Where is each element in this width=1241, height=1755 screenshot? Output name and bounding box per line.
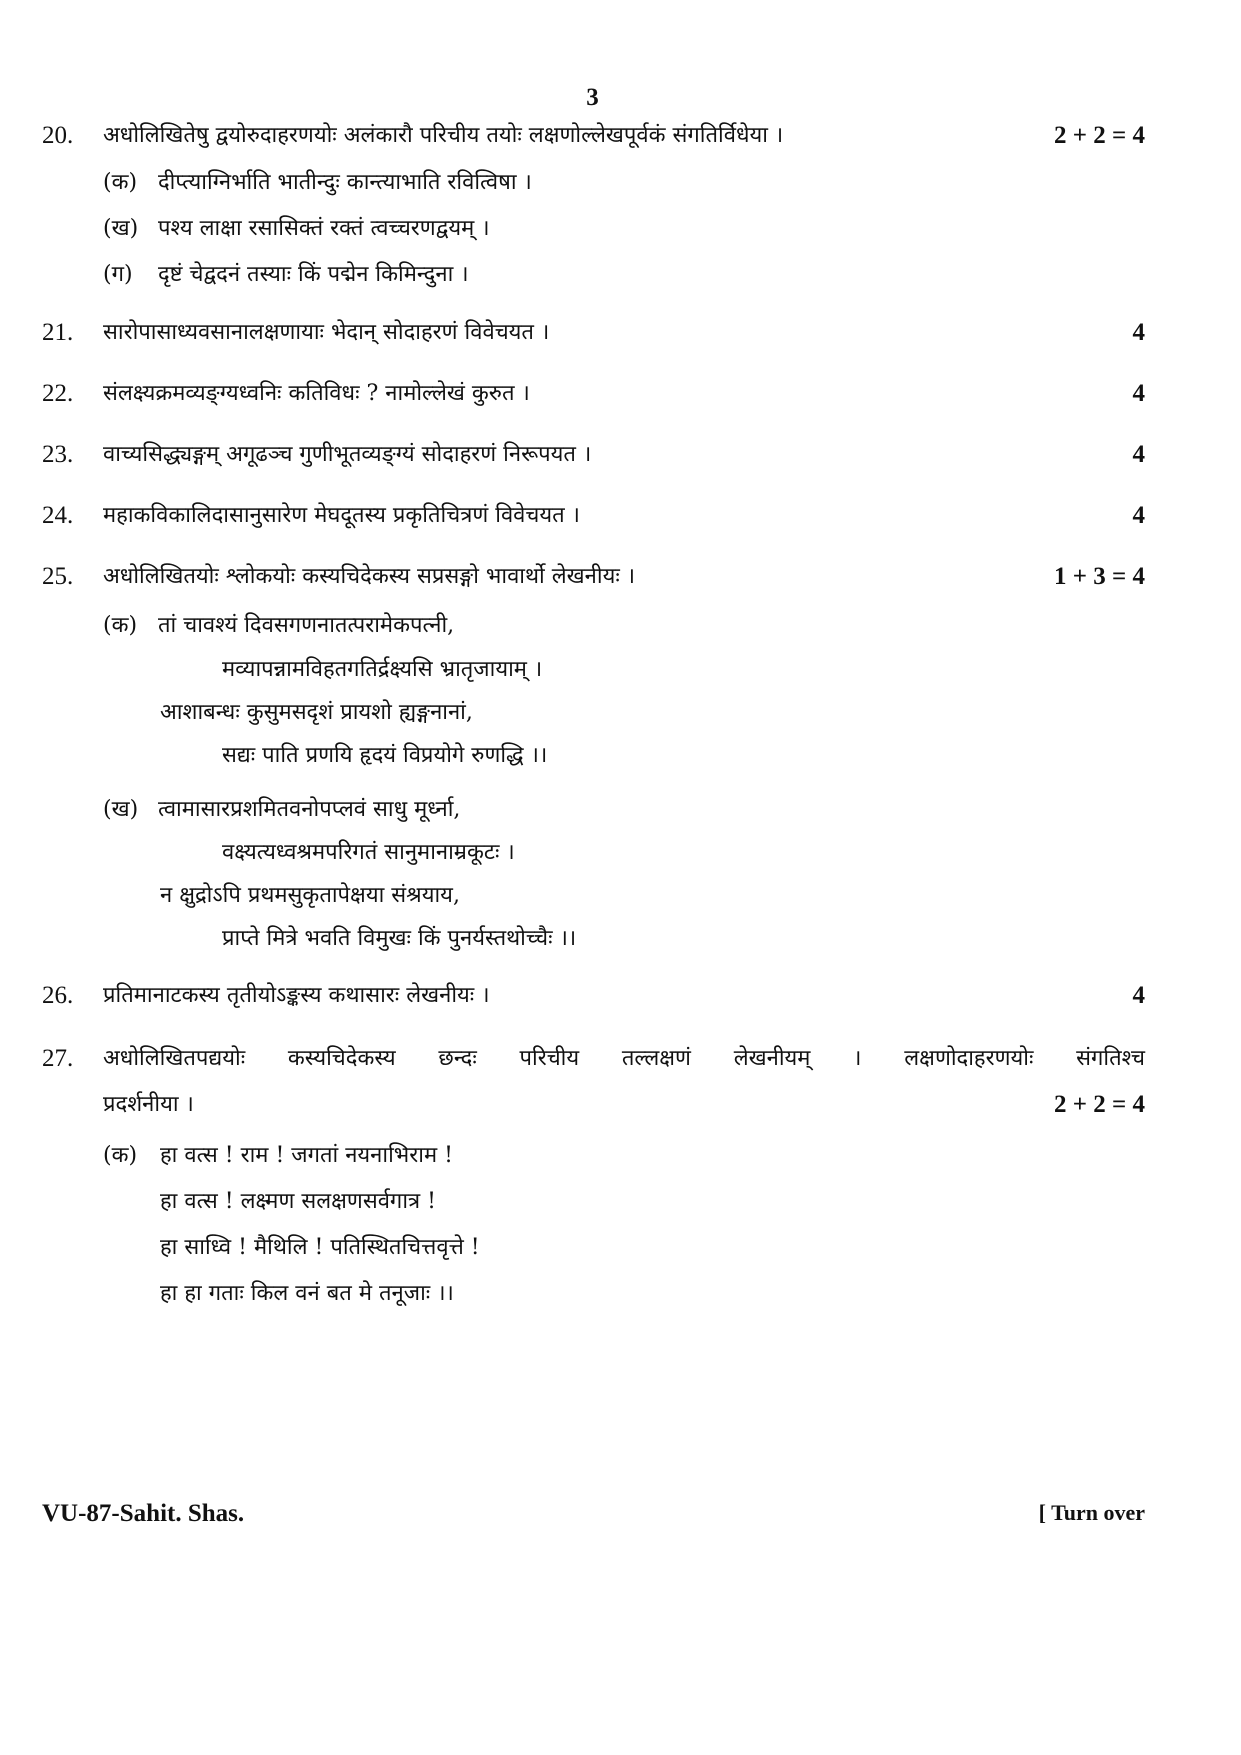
option-label: (ग) [103, 262, 133, 287]
question-text: सारोपासाध्यवसानालक्षणायाः भेदान् सोदाहरणं विवेचयत । [103, 320, 550, 345]
verse-text: हा वत्स ! लक्ष्मण सलक्षणसर्वगात्र ! [160, 1189, 436, 1214]
question-text: अधोलिखितेषु द्वयोरुदाहरणयोः अलंकारौ परिचीय तयोः लक्षणोल्लेखपूर्वकं संगतिर्विधेया । [103, 123, 784, 148]
verse-text: हा हा गताः किल वनं बत मे तनूजाः ।। [160, 1281, 454, 1306]
verse-text: तां चावश्यं दिवसगणनातत्परामेकपत्नी, [158, 613, 455, 638]
verse-text: मव्यापन्नामविहतगतिर्द्रक्ष्यसि भ्रातृजायाम् । [222, 657, 543, 682]
option-label: (ख) [103, 216, 139, 241]
paper-code: VU-87-Sahit. Shas. [42, 1500, 245, 1527]
question-text: संलक्ष्यक्रमव्यङ्ग्यध्वनिः कतिविधः ? नामोल्लेखं कुरुत । [103, 381, 530, 406]
verse-label: (ख) [103, 797, 139, 822]
verse-label: (क) [103, 1143, 138, 1168]
question-text: अधोलिखितयोः श्लोकयोः कस्यचिदेकस्य सप्रसङ्गो भावार्थो लेखनीयः । [103, 564, 636, 589]
question-text: महाकविकालिदासानुसारेण मेघदूतस्य प्रकृतिचित्रणं विवेचयत । [103, 503, 581, 528]
question-marks: 2 + 2 = 4 [1054, 122, 1145, 149]
question-marks: 2 + 2 = 4 [1054, 1091, 1145, 1118]
verse-text: प्राप्ते मित्रे भवति विमुखः किं पुनर्यस्तथोच्चैः ।। [222, 926, 577, 951]
option-label: (क) [103, 170, 138, 195]
option-text: दृष्टं चेद्वदनं तस्याः किं पद्मेन किमिन्दुना । [158, 262, 469, 287]
question-text: अधोलिखितपद्ययोः कस्यचिदेकस्य छन्दः परिचीय तल्लक्षणं लेखनीयम् । लक्षणोदाहरणयोः संगतिश्च [103, 1046, 1145, 1071]
question-number: 26. [42, 982, 74, 1009]
question-number: 27. [42, 1045, 74, 1072]
option-text: दीप्त्याग्निर्भाति भातीन्दुः कान्त्याभाति रवित्विषा । [158, 170, 532, 195]
question-number: 25. [42, 563, 74, 590]
question-text: प्रतिमानाटकस्य तृतीयोऽङ्कस्य कथासारः लेखनीयः । [103, 983, 490, 1008]
question-number: 20. [42, 122, 74, 149]
page-number: 3 [586, 84, 599, 111]
verse-text: त्वामासारप्रशमितवनोपप्लवं साधु मूर्ध्ना, [158, 797, 461, 822]
verse-text: सद्यः पाति प्रणयि हृदयं विप्रयोगे रुणद्धि ।। [222, 743, 548, 768]
question-marks: 4 [1132, 380, 1145, 407]
verse-text: न क्षुद्रोऽपि प्रथमसुकृतापेक्षया संश्रयाय, [160, 883, 460, 908]
question-marks: 4 [1132, 502, 1145, 529]
question-text: वाच्यसिद्ध्यङ्गम् अगूढञ्च गुणीभूतव्यङ्ग्यं सोदाहरणं निरूपयत । [103, 442, 592, 467]
option-text: पश्य लाक्षा रसासिक्तं रक्तं त्वच्चरणद्वयम् । [158, 216, 490, 241]
question-marks: 1 + 3 = 4 [1054, 563, 1145, 590]
verse-text: वक्ष्यत्यध्वश्रमपरिगतं सानुमानाम्रकूटः । [222, 840, 515, 865]
question-number: 23. [42, 441, 74, 468]
verse-label: (क) [103, 613, 138, 638]
question-text-continued: प्रदर्शनीया । [103, 1092, 194, 1117]
verse-text: हा वत्स ! राम ! जगतां नयनाभिराम ! [160, 1143, 453, 1168]
question-number: 22. [42, 380, 74, 407]
question-number: 21. [42, 319, 74, 346]
question-marks: 4 [1132, 982, 1145, 1009]
question-marks: 4 [1132, 319, 1145, 346]
verse-text: आशाबन्धः कुसुमसदृशं प्रायशो ह्यङ्गनानां, [160, 700, 473, 725]
question-marks: 4 [1132, 441, 1145, 468]
turn-over-note: [ Turn over [1038, 1500, 1145, 1525]
verse-text: हा साध्वि ! मैथिलि ! पतिस्थितचित्तवृत्ते ! [160, 1235, 480, 1260]
question-number: 24. [42, 502, 74, 529]
